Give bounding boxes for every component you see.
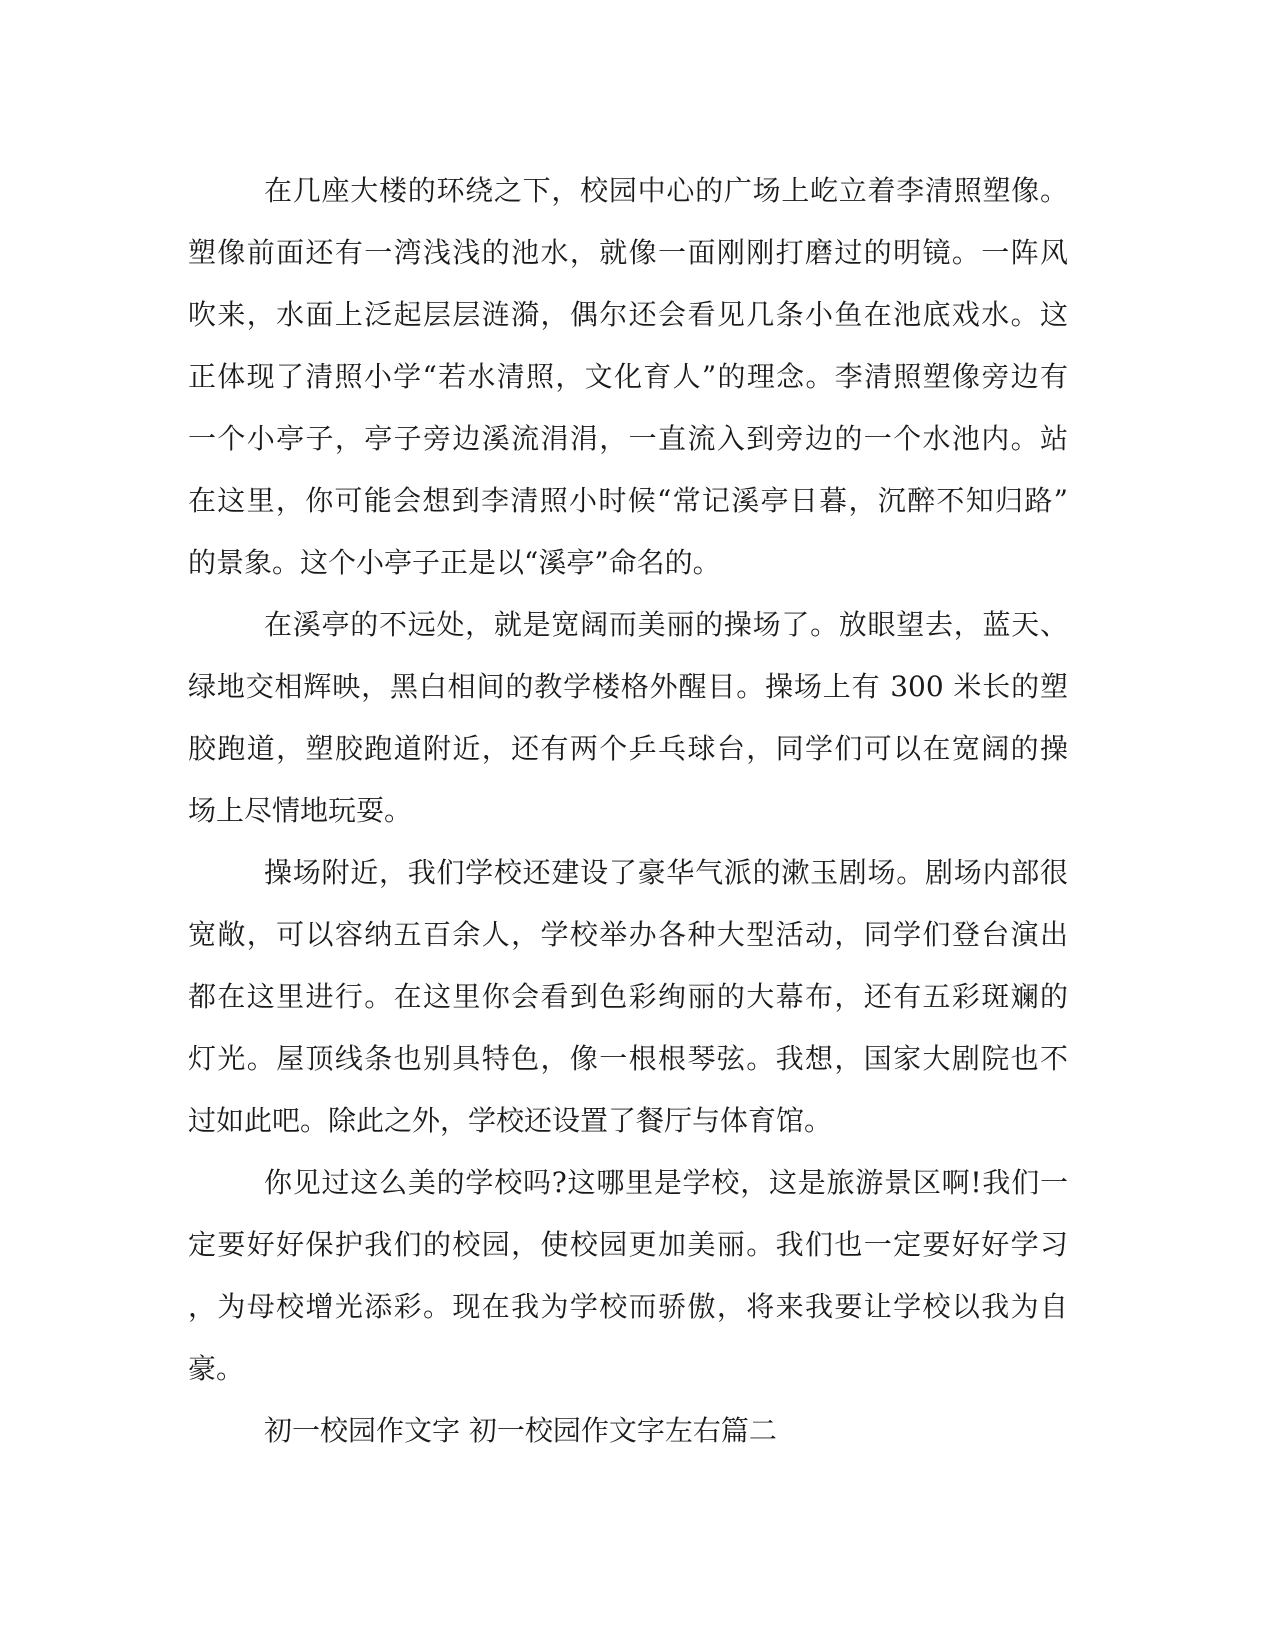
text-line: 正体现了清照小学“若水清照，文化育人”的理念。李清照塑像旁边有 (188, 360, 1068, 393)
text-line: 塑像前面还有一湾浅浅的池水，就像一面刚刚打磨过的明镜。一阵风 (188, 236, 1068, 269)
text-line: 定要好好保护我们的校园，使校园更加美丽。我们也一定要好好学习 (188, 1228, 1068, 1261)
paragraph-1 (188, 160, 1068, 594)
essay-body (188, 160, 1068, 1462)
text-line: 吹来，水面上泛起层层涟漪，偶尔还会看见几条小鱼在池底戏水。这 (188, 298, 1068, 331)
text-line: 过如此吧。除此之外，学校还设置了餐厅与体育馆。 (188, 1104, 833, 1137)
text-line: 绿地交相辉映，黑白相间的教学楼格外醒目。操场上有 300 米长的塑 (188, 670, 1068, 703)
text-line: 场上尽情地玩耍。 (188, 794, 413, 827)
text-line: 在溪亭的不远处，就是宽阔而美丽的操场了。放眼望去，蓝天、 (264, 608, 1068, 641)
text-line: ，为母校增光添彩。现在我为学校而骄傲，将来我要让学校以我为自 (188, 1290, 1068, 1323)
paragraph-4 (188, 1152, 1068, 1400)
text-line: 你见过这么美的学校吗?这哪里是学校，这是旅游景区啊!我们一 (264, 1166, 1068, 1199)
section-title: 初一校园作文字 初一校园作文字左右篇二 (264, 1414, 777, 1447)
text-line: 在几座大楼的环绕之下，校园中心的广场上屹立着李清照塑像。 (264, 174, 1068, 207)
section-heading (188, 1400, 1068, 1462)
text-line: 一个小亭子，亭子旁边溪流涓涓，一直流入到旁边的一个水池内。站 (188, 422, 1068, 455)
text-line: 的景象。这个小亭子正是以“溪亭”命名的。 (188, 546, 721, 579)
paragraph-2 (188, 594, 1068, 842)
text-line: 胶跑道，塑胶跑道附近，还有两个乒乓球台，同学们可以在宽阔的操 (188, 732, 1068, 765)
text-line: 都在这里进行。在这里你会看到色彩绚丽的大幕布，还有五彩斑斓的 (188, 980, 1068, 1013)
text-line: 豪。 (188, 1352, 245, 1385)
text-line: 在这里，你可能会想到李清照小时候“常记溪亭日暮，沉醉不知归路” (188, 484, 1068, 517)
text-line: 宽敞，可以容纳五百余人，学校举办各种大型活动，同学们登台演出 (188, 918, 1068, 951)
text-line: 灯光。屋顶线条也别具特色，像一根根琴弦。我想，国家大剧院也不 (188, 1042, 1068, 1075)
text-line: 操场附近，我们学校还建设了豪华气派的漱玉剧场。剧场内部很 (264, 856, 1068, 889)
paragraph-3 (188, 842, 1068, 1152)
